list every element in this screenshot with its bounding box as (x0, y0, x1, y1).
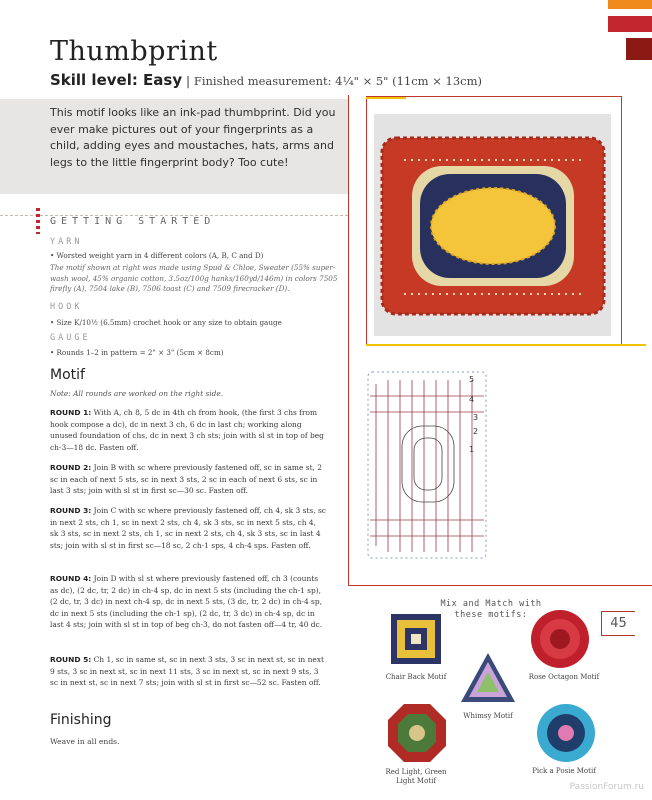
thumbprint-motif-image (374, 114, 611, 336)
gold-rule-bottom (366, 344, 646, 346)
yarn-note: The motif shown at right was made using Spud & Chloe, Sweater (55% super-wash wool, 45% organic cotton, 3.5oz/100g hanks/160yd/146m) in colors 7505 firefly (A), 7504 lake (B), 7506 toast (C) and 7509 firecracker (D). (50, 263, 338, 293)
round-2 (50, 462, 326, 497)
hook-item: • Size K/10½ (6.5mm) crochet hook or any size to obtain gauge (50, 318, 282, 327)
yarn-label: YARN (50, 237, 83, 247)
corner-block-deepred (626, 38, 652, 60)
gauge-item: • Rounds 1–2 in pattern = 2" × 3" (5cm × 8cm) (50, 348, 224, 357)
getting-started-heading: GETTING STARTED (50, 216, 216, 227)
finishing-heading: Finishing (50, 712, 112, 728)
round-2-text: Join B with sc where previously fastened off, sc in same st, 2 sc in each of next 5 sts, sc in next 3 sts, 2 sc in each of next 6 sts, sc in last 3 sts; join with sl st in first sc—30 sc. Fasten off. (50, 463, 323, 496)
round-2-label: ROUND 2: (50, 463, 92, 472)
rose-octagon-caption: Rose Octagon Motif (528, 673, 600, 681)
round-1-label: ROUND 1: (50, 408, 92, 417)
watermark: PassionForum.ru (569, 782, 644, 792)
intro-text: This motif looks like an ink-pad thumbprint. Did you ever make pictures out of your fingerprints as a child, adding eyes and moustaches, hats, arms and legs to the little fingerprint body? Too cute! (50, 106, 336, 169)
chart-label-5: 5 (469, 375, 475, 384)
round-5-text: Ch 1, sc in same st, sc in next 3 sts, 3 sc in next st, sc in next 9 sts, 3 sc in next st, sc in next 11 sts, 3 sc in next st, sc in next 9 sts, 3 sc in next st, sc in next 7 sts; join with sl st in first sc—52 sc. Fasten off. (50, 655, 324, 688)
mix-match-title: Mix and Match with these motifs: (440, 599, 542, 620)
header-separator: | (185, 74, 191, 88)
round-1 (50, 407, 326, 453)
round-4-text: Join D with sl st where previously fastened off, ch 3 (counts as dc), (2 dc, tr, 2 dc) in ch-4 sp, dc in next 5 sts (including the ch-1 sp), (2 dc, tr, 3 dc) in next ch-4 sp, dc in next 5 sts, (3 dc, tr, 2 dc) in ch-4 sp, dc in next 5 sts (including the ch-1 sp), (2 dc, tr, 3 dc) in ch-4 sp, dc in last 4 sts; join with sl st in top of beg ch-3, do not fasten off—4 tr, 40 dc. (50, 574, 323, 630)
page-title: Thumbprint (50, 36, 218, 67)
red-light-green-light-motif-image[interactable] (386, 702, 448, 764)
round-5 (50, 654, 326, 689)
pick-a-posie-motif-image[interactable] (534, 702, 598, 764)
chair-back-motif-image[interactable] (388, 611, 444, 667)
chart-label-3: 3 (473, 413, 479, 422)
corner-block-orange (608, 0, 652, 9)
page-number: 45 (601, 611, 635, 636)
section-marker (36, 208, 40, 234)
motif-note: Note: All rounds are worked on the right side. (50, 389, 224, 398)
gold-rule-top (366, 97, 406, 99)
whimsy-caption: Whimsy Motif (463, 712, 513, 720)
motif-photo (374, 114, 611, 336)
yarn-item: • Worsted weight yarn in 4 different colors (A, B, C and D) (50, 251, 264, 260)
chart-label-1: 1 (469, 445, 475, 454)
chair-back-caption: Chair Back Motif (385, 673, 447, 681)
whimsy-motif-image[interactable] (458, 650, 518, 706)
round-4-label: ROUND 4: (50, 574, 92, 583)
round-3 (50, 505, 326, 551)
round-4 (50, 573, 326, 631)
motif-heading: Motif (50, 367, 85, 383)
rose-octagon-motif-image[interactable] (527, 608, 593, 670)
finishing-text: Weave in all ends. (50, 737, 120, 746)
intro-box (0, 99, 348, 194)
round-1-text: With A, ch 8, 5 dc in 4th ch from hook, (the first 3 chs from hook compose a dc), dc in next 3 ch, 6 dc in last ch; working along unused foundation of chs, dc in next 3 ch sts; join with sl st in top of beg ch-3—18 dc. Fasten off. (50, 408, 324, 452)
skill-level: Skill level: Easy (50, 71, 183, 89)
hook-label: HOOK (50, 302, 83, 312)
gauge-label: GAUGE (50, 333, 91, 343)
skill-line (50, 71, 482, 89)
crochet-chart (362, 366, 492, 566)
round-3-text: Join C with sc where previously fastened off, ch 4, sk 3 sts, sc in next 2 sts, ch 1, sc in next 2 sts, ch 4, sk 3 sts, sc in next 5 sts, ch 4, sk 3 sts, sc in next 2 sts, ch 1, sc in next 2 sts, ch 4, sk 3 sts, sc in last 4 sts; join with sl st in first sc—18 sc, 2 ch-1 sps, 4 ch-4 sps. Fasten off. (50, 506, 326, 550)
chart-label-4: 4 (469, 395, 475, 404)
round-5-label: ROUND 5: (50, 655, 92, 664)
red-light-green-light-caption: Red Light, Green Light Motif (385, 768, 447, 785)
corner-block-red (608, 16, 652, 32)
finished-measurement: Finished measurement: 4¼" × 5" (11cm × 13cm) (193, 74, 483, 88)
pick-a-posie-caption: Pick a Posie Motif (532, 767, 596, 775)
round-3-label: ROUND 3: (50, 506, 92, 515)
chart-label-2: 2 (473, 427, 479, 436)
